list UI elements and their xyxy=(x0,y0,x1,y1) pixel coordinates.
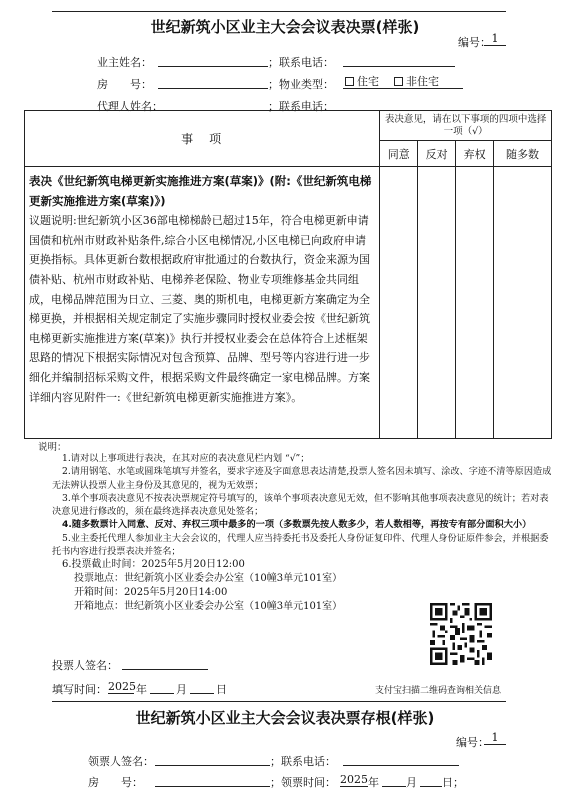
notes-block xyxy=(52,452,552,614)
fill-day-unit: 日 xyxy=(216,683,227,696)
stub-day-unit: 日； xyxy=(442,776,464,789)
residential-option-label: 住宅 xyxy=(357,75,379,88)
note-2: 2.请用钢笔、水笔或圆珠笔填写并签名，要求字迹及字面意思表达清楚,投票人签名因未填写、涂改、字迹不清等原因造成无法辨认投票人业主身份及其意见的，视为无效票； xyxy=(52,466,552,491)
contact-phone-label: ；联系电话： xyxy=(268,56,334,69)
stub-day-field[interactable] xyxy=(420,773,442,787)
vote-table xyxy=(24,110,552,439)
contact-phone-field[interactable] xyxy=(343,53,455,67)
stub-year[interactable]: 2025 xyxy=(340,773,368,786)
fill-month-unit: 月 xyxy=(176,683,187,696)
property-type-label: ；物业类型： xyxy=(268,78,334,91)
open-time: 开箱时间：2025年5月20日14:00 xyxy=(74,587,228,599)
vote-agree-cell[interactable] xyxy=(380,167,418,439)
stub-contact-phone-field[interactable] xyxy=(343,752,459,766)
note-4: 4.随多数票计入同意、反对、弃权三项中最多的一项（多数票先按人数多少，若人数相等，再按专有部分面积大小） xyxy=(62,519,532,531)
receive-time-label: ；领票时间： xyxy=(270,776,336,789)
stub-month-field[interactable] xyxy=(382,773,406,787)
room-label: 房 号： xyxy=(97,78,152,91)
fill-month-field[interactable] xyxy=(150,680,174,694)
note-6: 6.投票截止时间：2025年5月20日12:00 xyxy=(62,559,245,571)
stub-number-value: 1 xyxy=(491,731,499,744)
vote-abstain-cell[interactable] xyxy=(456,167,494,439)
option-agree-header: 同意 xyxy=(380,141,418,167)
motion-cell xyxy=(25,167,380,439)
stub-number-label: 编号： xyxy=(456,736,489,749)
motion-body: 议题说明:世纪新筑小区36部电梯梯龄已超过15年，符合电梯更新申请国债和杭州市财政补贴条件,综合小区电梯情况,小区电梯已向政府申请更换指标。具体更新台数根据政府审批通过的台数执行，资金来源为国债补贴、杭州市财政补贴、电梯养老保险、物业专项维修基金共同组成，电梯品牌范围为日立、三菱、奥的斯机电，电梯更新方案确定为全梯更换，并根据相关规定制定了实施步骤同时授权业委会按《世纪新筑电梯更新实施推进方案(草案)》执行并授权业委会在总体符合上述框架思路的情况下根据实际情况对包含预算、品牌、型号等内容进行进一步细化并编制招标采购文件，根据采购文件最终确定一家电梯品牌。方案详细内容见附件一:《世纪新筑电梯更新实施推进方案》。 xyxy=(29,214,370,404)
owner-name-label: 业主姓名： xyxy=(97,56,152,69)
fill-day-field[interactable] xyxy=(190,680,214,694)
vote-majority-cell[interactable] xyxy=(494,167,552,439)
agent-name-label: 代理人姓名： xyxy=(97,100,163,113)
receiver-sign-label: 领票人签名： xyxy=(88,755,154,768)
number-label: 编号： xyxy=(458,36,491,49)
stub-room-label: 房 号： xyxy=(88,776,143,789)
non-residential-checkbox[interactable] xyxy=(394,77,403,86)
qr-code xyxy=(430,603,492,665)
note-3: 3.单个事项表决意见不按表决票规定符号填写的，该单个事项表决意见无效，但不影响其他事项表决意见的统计；若对表决意见进行修改的，须在最终选择表决意见处签名； xyxy=(52,492,549,518)
option-oppose-header: 反对 xyxy=(418,141,456,167)
vote-place: 投票地点：世纪新筑小区业委会办公室（10幢3单元101室） xyxy=(74,573,343,585)
option-majority-header: 随多数 xyxy=(494,141,552,167)
number-value: 1 xyxy=(491,32,499,45)
stub-room-field[interactable] xyxy=(155,773,270,787)
open-place: 开箱地点：世纪新筑小区业委会办公室（10幢3单元101室） xyxy=(74,601,343,613)
stub-month-unit: 月 xyxy=(406,776,417,789)
agent-phone-label: ；联系电话： xyxy=(268,100,334,113)
stub-year-unit: 年 xyxy=(368,776,379,789)
residential-checkbox[interactable] xyxy=(345,77,354,86)
property-type-options xyxy=(343,73,463,89)
stub-title: 世纪新筑小区业主大会会议表决票存根(样张) xyxy=(135,709,435,727)
note-5: 5.业主委托代理人参加业主大会会议的，代理人应当持委托书及委托人身份证复印件、代理人身份证原件参会，并根据委托书内容进行投票表决并签名； xyxy=(52,532,549,558)
top-rule xyxy=(52,11,506,12)
qr-caption: 支付宝扫描二维码查询相关信息 xyxy=(375,686,502,696)
fill-year[interactable]: 2025 xyxy=(108,680,136,693)
motion-title: 表决《世纪新筑电梯更新实施推进方案(草案)》(附:《世纪新筑电梯更新实施推进方案(草案)》) xyxy=(29,174,372,208)
note-1: 1.请对以上事项进行表决，在其对应的表决意见栏内划 “√”； xyxy=(62,453,310,464)
non-residential-option-label: 非住宅 xyxy=(406,75,439,88)
voter-sign-label: 投票人签名： xyxy=(52,659,118,672)
fill-year-unit: 年 xyxy=(136,683,147,696)
notes-heading: 说明： xyxy=(38,442,67,453)
fill-time-label: 填写时间： xyxy=(52,683,107,696)
ballot-title: 世纪新筑小区业主大会会议表决票(样张) xyxy=(150,18,420,36)
option-abstain-header: 弃权 xyxy=(456,141,494,167)
matter-header: 事 项 xyxy=(25,111,380,167)
vote-instruction: 表决意见，请在以下事项的四项中选择一项（√） xyxy=(380,111,552,141)
receiver-sign-field[interactable] xyxy=(155,752,270,766)
vote-oppose-cell[interactable] xyxy=(418,167,456,439)
owner-name-field[interactable] xyxy=(158,53,268,67)
voter-sign-field[interactable] xyxy=(122,656,208,670)
room-field[interactable] xyxy=(158,75,268,89)
stub-contact-phone-label: ；联系电话： xyxy=(270,755,336,768)
stub-separator xyxy=(52,701,506,702)
agent-name-field[interactable] xyxy=(161,97,268,111)
agent-phone-field[interactable] xyxy=(343,97,463,111)
